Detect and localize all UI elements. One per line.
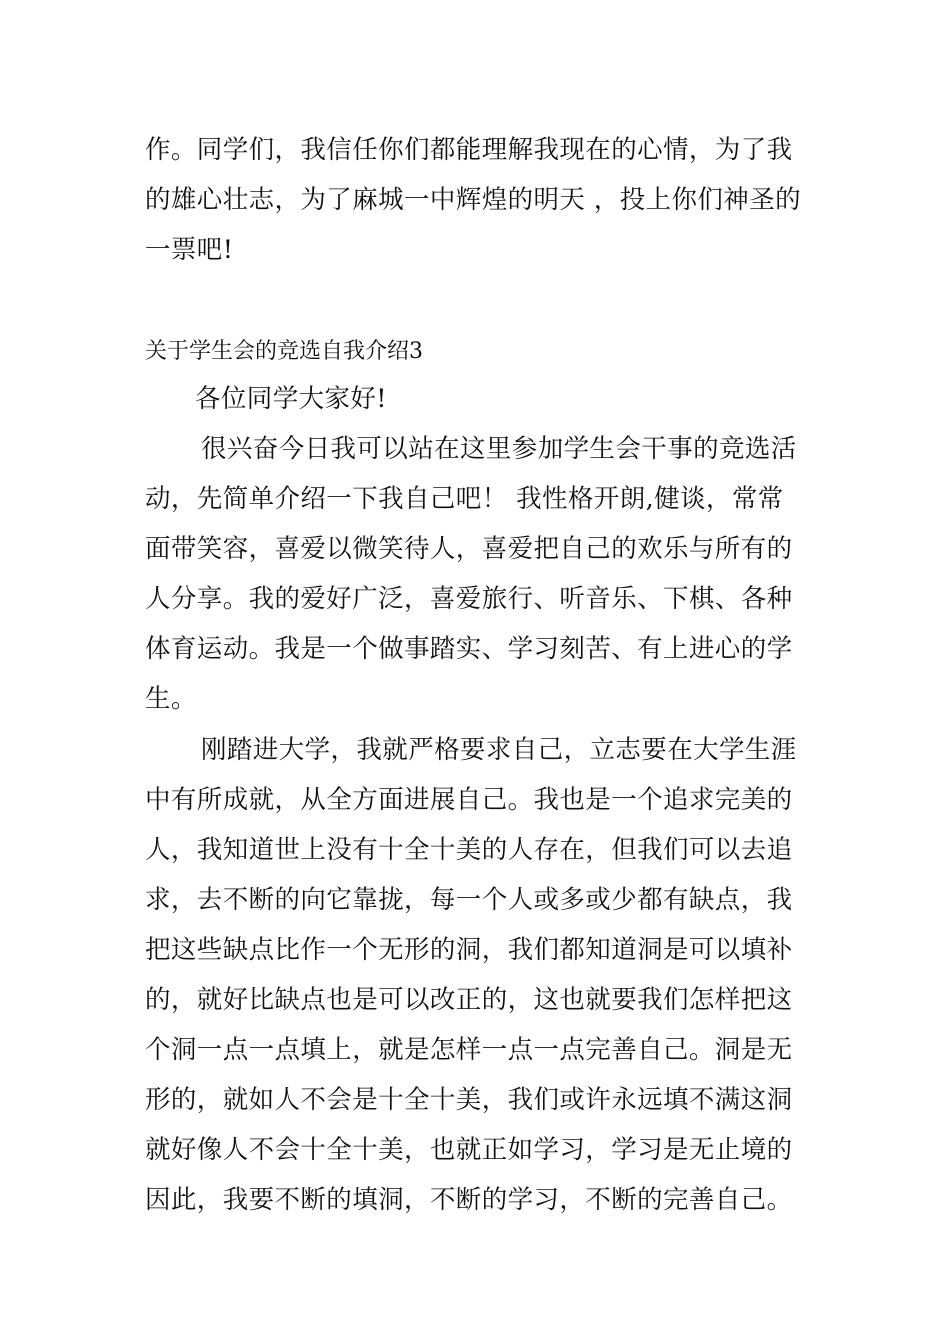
paragraph-line: 形的，就如人不会是十全十美，我们或许永远填不满这洞 [145, 1085, 793, 1115]
paragraph-line: 的，就好比缺点也是可以改正的，这也就要我们怎样把这 [145, 985, 793, 1015]
continuation-line: 作。同学们，我信任你们都能理解我现在的心情，为了我 [145, 135, 793, 165]
continuation-line: 一票吧! [145, 235, 234, 265]
paragraph-line: 因此，我要不断的填洞，不断的学习，不断的完善自己。 [145, 1185, 793, 1215]
paragraph-line: 把这些缺点比作一个无形的洞，我们都知道洞是可以填补 [145, 935, 793, 965]
paragraph-line: 中有所成就，从全方面进展自己。我也是一个追求完美的 [145, 785, 793, 815]
paragraph-line: 就好像人不会十全十美，也就正如学习，学习是无止境的 [145, 1135, 793, 1165]
paragraph-line: 面带笑容，喜爱以微笑待人，喜爱把自己的欢乐与所有的 [145, 534, 793, 564]
section-title: 关于学生会的竞选自我介绍3 [145, 339, 423, 364]
greeting: 各位同学大家好! [195, 384, 387, 414]
paragraph-line: 很兴奋今日我可以站在这里参加学生会干事的竞选活 [201, 434, 797, 464]
paragraph-line: 求，去不断的向它靠拢，每一个人或多或少都有缺点，我 [145, 885, 793, 915]
paragraph-line: 人，我知道世上没有十全十美的人存在，但我们可以去追 [145, 835, 793, 865]
paragraph-line: 人分享。我的爱好广泛，喜爱旅行、听音乐、下棋、各种 [145, 584, 793, 614]
paragraph-line: 生。 [145, 684, 197, 714]
continuation-line: 的雄心壮志，为了麻城一中辉煌的明天 ，投上你们神圣的 [145, 185, 802, 215]
paragraph-line: 动，先简单介绍一下我自己吧！ 我性格开朗,健谈，常常 [145, 484, 784, 514]
paragraph-line: 刚踏进大学，我就严格要求自己，立志要在大学生涯 [201, 735, 797, 765]
paragraph-line: 个洞一点一点填上，就是怎样一点一点完善自己。洞是无 [145, 1035, 793, 1065]
paragraph-line: 体育运动。我是一个做事踏实、学习刻苦、有上进心的学 [145, 634, 793, 664]
